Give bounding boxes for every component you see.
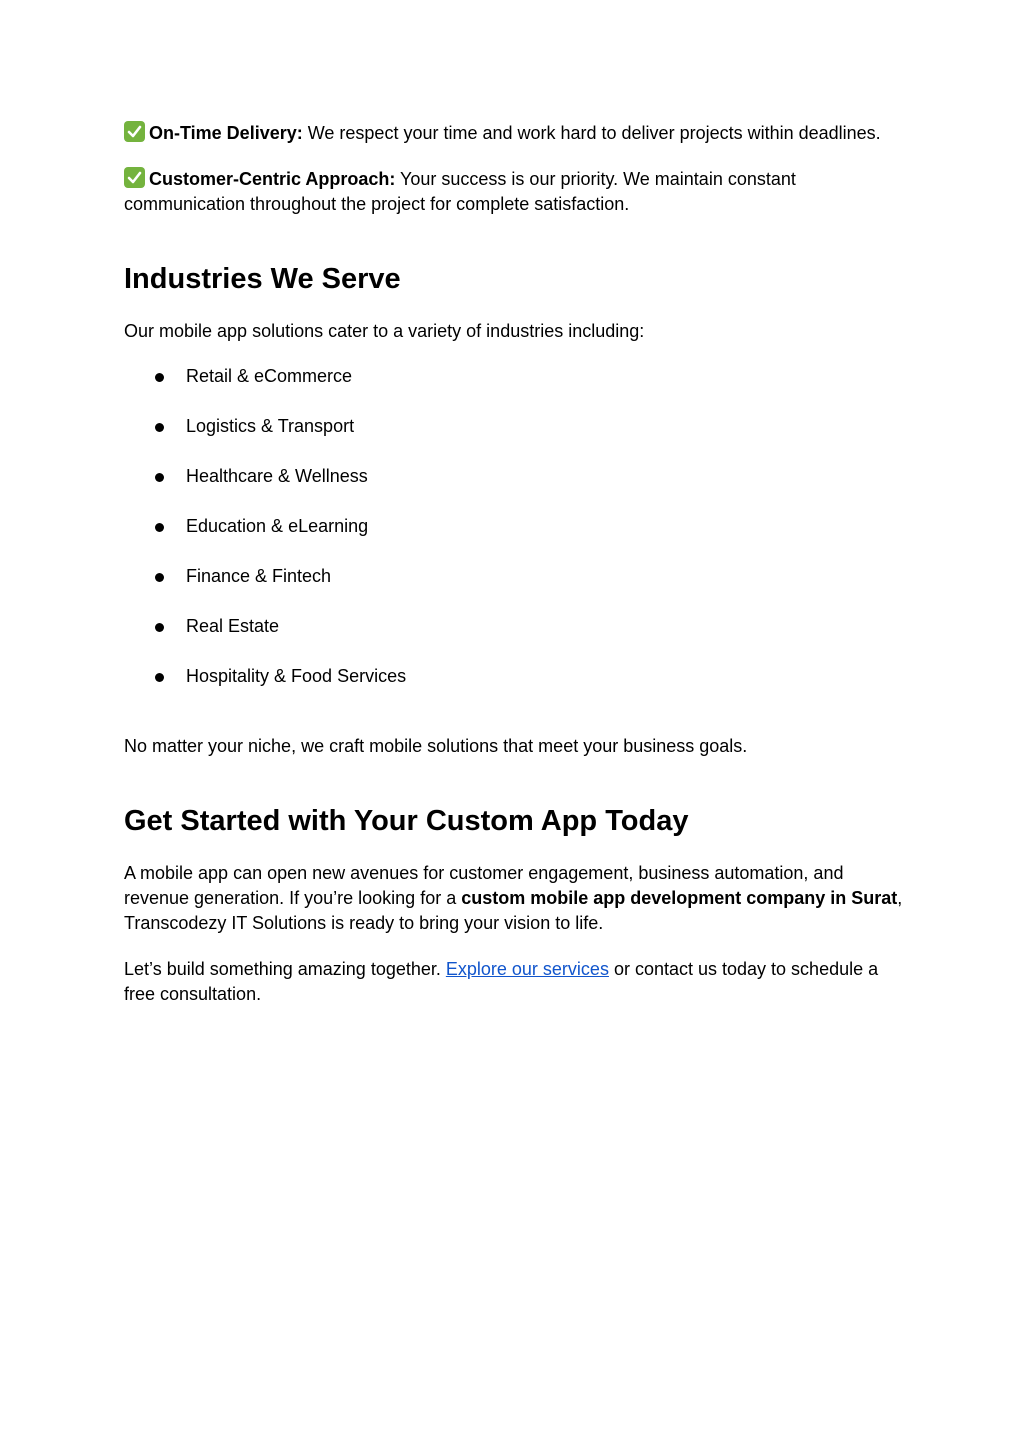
paragraph-text: A mobile app can open new avenues for customer engagement, business automation, and revenue generation. If you’re looking for a	[124, 863, 844, 908]
list-item-label: Hospitality & Food Services	[186, 666, 407, 686]
list-item-label: Retail & eCommerce	[186, 366, 353, 386]
explore-services-link[interactable]: Explore our services	[445, 959, 609, 979]
list-item-label: Education & eLearning	[186, 516, 369, 536]
list-item-label: Logistics & Transport	[186, 416, 355, 436]
list-item	[124, 664, 904, 689]
industries-closing: No matter your niche, we craft mobile solutions that meet your business goals.	[124, 736, 748, 756]
feature-on-time-delivery	[124, 121, 904, 146]
cta-paragraph	[124, 957, 904, 1007]
list-item	[124, 464, 904, 489]
paragraph-text: , Transcodezy IT Solutions is ready to bring your vision to life.	[124, 888, 903, 933]
bullet-icon	[155, 423, 164, 432]
cta-text: or contact us today to schedule a free consultation.	[124, 959, 879, 1004]
paragraph-emphasis: custom mobile app development company in Surat	[461, 888, 898, 908]
list-item	[124, 564, 904, 589]
feature-text: Your success is our priority. We maintain constant communication throughout the project for complete satisfaction.	[124, 169, 796, 214]
get-started-paragraph	[124, 861, 904, 936]
list-item-label: Healthcare & Wellness	[186, 466, 368, 486]
cta-text: Let’s build something amazing together.	[124, 959, 446, 979]
list-item-label: Finance & Fintech	[186, 566, 332, 586]
feature-text: We respect your time and work hard to deliver projects within deadlines.	[302, 123, 881, 143]
list-item	[124, 414, 904, 439]
bullet-icon	[155, 573, 164, 582]
bullet-icon	[155, 473, 164, 482]
industries-list	[124, 364, 904, 689]
bullet-icon	[155, 623, 164, 632]
check-mark-icon	[124, 121, 145, 142]
industries-heading: Industries We Serve	[124, 263, 401, 295]
list-item	[124, 514, 904, 539]
check-mark-icon	[124, 167, 145, 188]
list-item-label: Real Estate	[186, 616, 280, 636]
feature-title: On-Time Delivery:	[149, 123, 303, 143]
list-item	[124, 614, 904, 639]
get-started-heading: Get Started with Your Custom App Today	[124, 805, 689, 837]
bullet-icon	[155, 523, 164, 532]
list-item	[124, 364, 904, 389]
document-page	[124, 121, 904, 1007]
feature-customer-centric	[124, 167, 904, 217]
feature-title: Customer-Centric Approach:	[149, 169, 396, 189]
industries-intro: Our mobile app solutions cater to a variety of industries including:	[124, 321, 645, 341]
bullet-icon	[155, 373, 164, 382]
bullet-icon	[155, 673, 164, 682]
